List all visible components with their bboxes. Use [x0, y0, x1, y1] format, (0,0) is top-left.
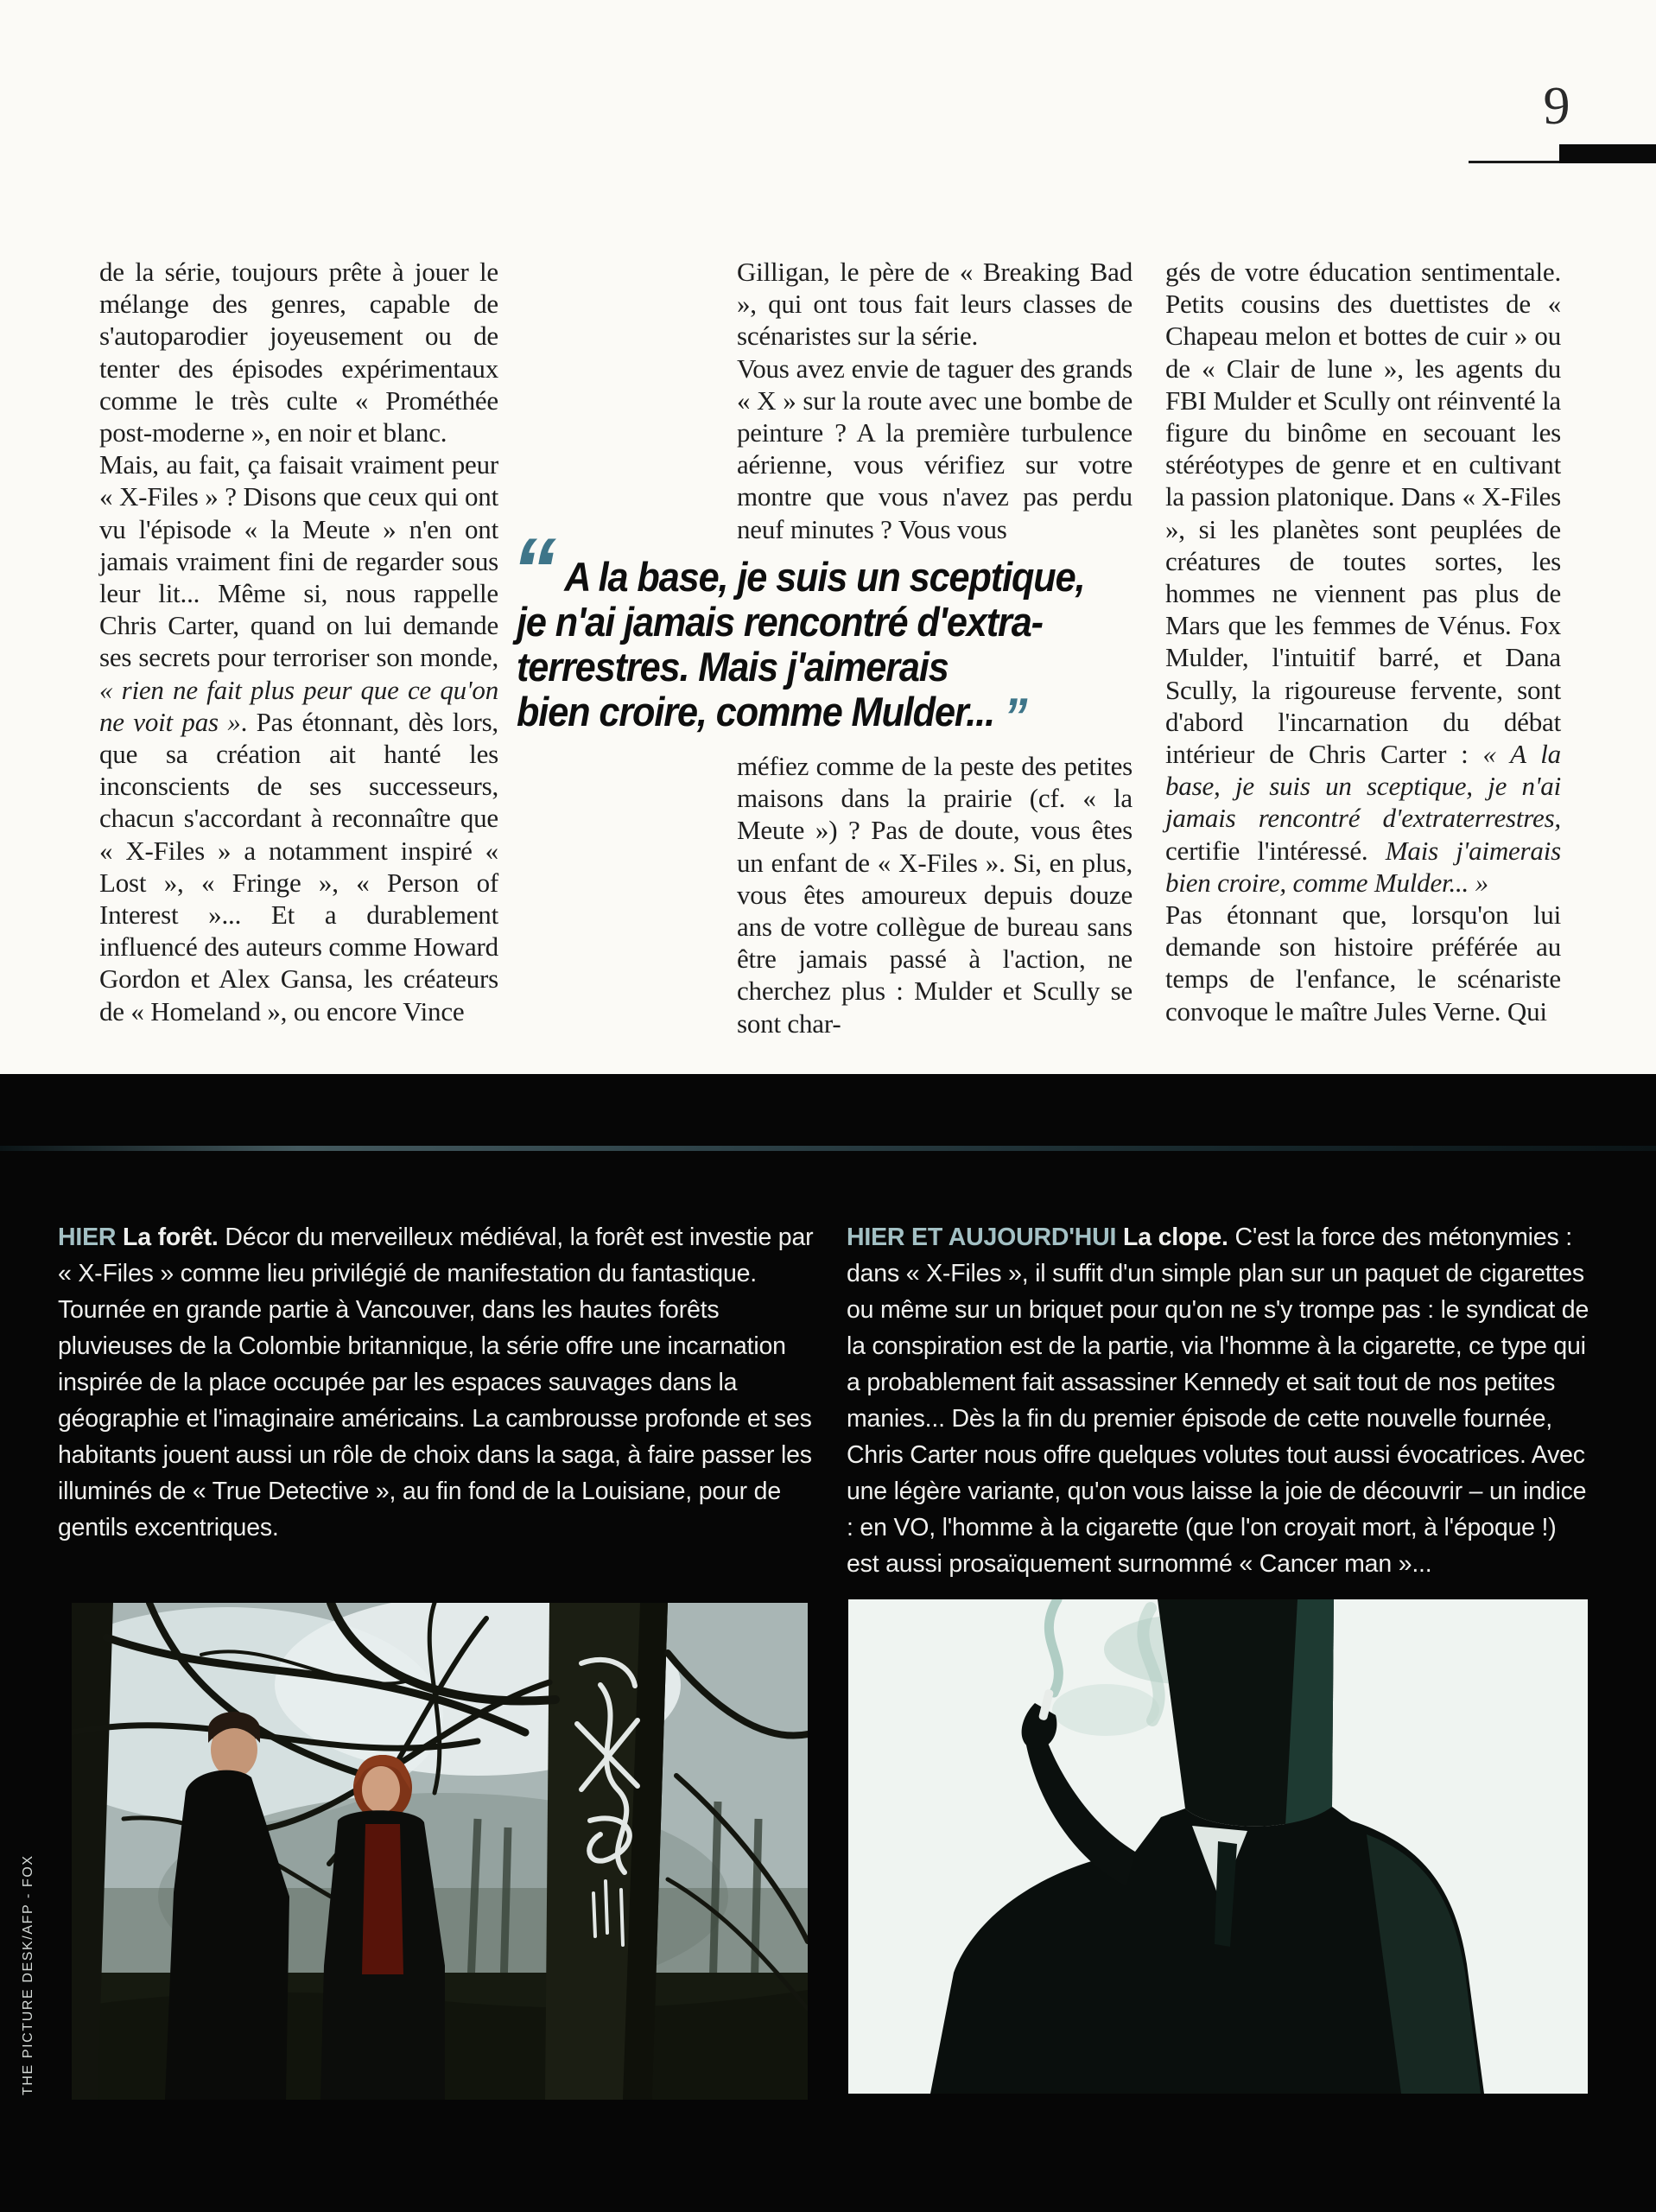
- forest-photo-illustration: [72, 1603, 808, 2100]
- smoking-man-photo-illustration: [848, 1599, 1588, 2094]
- feature-panel: [0, 1074, 1656, 2212]
- feature-smoke-text: HIER ET AUJOURD'HUI La clope. C'est la force des métonymies : dans « X-Files », il suffit d'un simple plan sur un paquet de cigarettes ou même sur un briquet pour qu'on ne s'y trompe pas : le syndicat de la conspiration est de la partie, via l'homme à la cigarette, ce type qui a probablement fait assassiner Kennedy et sait tout de nos petites manies... Dès la fin du premier épisode de cette nouvelle fournée, Chris Carter nous offre quelques volutes tout aussi évocatrices. Avec une légère variante, qu'on vous laisse la joie de découvrir – un indice : en VO, l'homme à la cigarette (que l'on croyait mort, à l'époque !) est aussi prosaïquement surnommé « Cancer man »...: [847, 1224, 1589, 1578]
- forest-photo: [72, 1603, 808, 2100]
- feature-forest-text: HIER La forêt. Décor du merveilleux médiéval, la forêt est investie par « X-Files » comme lieu privilégié de manifestation du fantastique. Tournée en grande partie à Vancouver, dans les hautes forêts pluvieuses de la Colombie britannique, la série offre une incarnation inspirée de la place occupée par les espaces sauvages dans la géographie et l'imaginaire américains. La cambrousse profonde et ses habitants jouent aussi un rôle de choix dans la saga, à faire passer les illuminés de « True Detective », au fin fond de la Louisiane, pour de gentils excentriques.: [58, 1224, 814, 1541]
- header-bar: [1559, 144, 1656, 163]
- page-number: 9: [1543, 77, 1570, 136]
- article-column-1: de la série, toujours prête à jouer le mélange des genres, capable de s'autoparodier joyeusement ou de tenter des épisodes expérimentaux comme le très culte « Prométhée post-moderne », en noir et blanc. Mais, au fait, ça faisait vraiment peur « X-Files » ? Disons que ceux qui ont vu l'épisode « la Meute » n'en ont jamais vraiment fini de regarder sous leur lit... Même si, nous rappelle Chris Carter, quand on lui demande ses secrets pour terroriser son monde, « rien ne fait plus peur que ce qu'on ne voit pas ». Pas étonnant, dès lors, que sa création ait hanté les inconscients de ses successeurs, chacun s'accordant à reconnaître que « X-Files » a notamment inspiré « Lost », « Fringe », « Person of Interest »... Et a durablement influencé des auteurs comme Howard Gordon et Alex Gansa, les créateurs de « Homeland », ou encore Vince: [99, 257, 498, 1027]
- pull-quote: [511, 520, 1182, 746]
- panel-divider-line: [0, 1146, 1656, 1151]
- article-column-2-bottom: méfiez comme de la peste des petites maisons dans la prairie (cf. « la Meute ») ? Pas de doute, vous êtes un enfant de « X-Files ». Si, en plus, vous êtes amoureux depuis douze ans de votre collègue de bureau sans être jamais passé à l'action, ne cherchez plus : Mulder et Scully se sont char-: [737, 751, 1133, 1039]
- smoking-man-photo: [848, 1599, 1588, 2094]
- pull-quote-text: A la base, je suis un sceptique, je n'ai jamais rencontré d'extra- terrestres. Mais j'aimerais bien croire, comme Mulder... ”: [517, 554, 1085, 746]
- photo-credit: THE PICTURE DESK/AFP - FOX: [21, 1854, 35, 2095]
- article-column-3: gés de votre éducation sentimentale. Petits cousins des duettistes de « Chapeau melon et bottes de cuir » ou de « Clair de lune », les agents du FBI Mulder et Scully ont réinventé la figure du binôme en secouant les stéréotypes de genre et en cultivant la passion platonique. Dans « X-Files », si les planètes sont peuplées de créatures de toutes sortes, les hommes ne viennent pas plus de Mars que les femmes de Vénus. Fox Mulder, l'intuitif barré, et Dana Scully, la rigoureuse fervente, sont d'abord l'incarnation du débat intérieur de Chris Carter : « A la base, je suis un sceptique, je n'ai jamais rencontré d'extraterrestres, certifie l'intéressé. Mais j'aimerais bien croire, comme Mulder... » Pas étonnant que, lorsqu'on lui demande son histoire préférée au temps de l'enfance, le scénariste convoque le maître Jules Verne. Qui: [1165, 257, 1562, 1027]
- article-column-2-top: Gilligan, le père de « Breaking Bad », qui ont tous fait leurs classes de scénaristes sur la série. Vous avez envie de taguer des grands « X » sur la route avec une bombe de peinture ? A la première turbulence aérienne, vous vérifiez sur votre montre que vous n'avez pas perdu neuf minutes ? Vous vous: [737, 257, 1133, 544]
- open-quote-icon: “: [511, 520, 551, 620]
